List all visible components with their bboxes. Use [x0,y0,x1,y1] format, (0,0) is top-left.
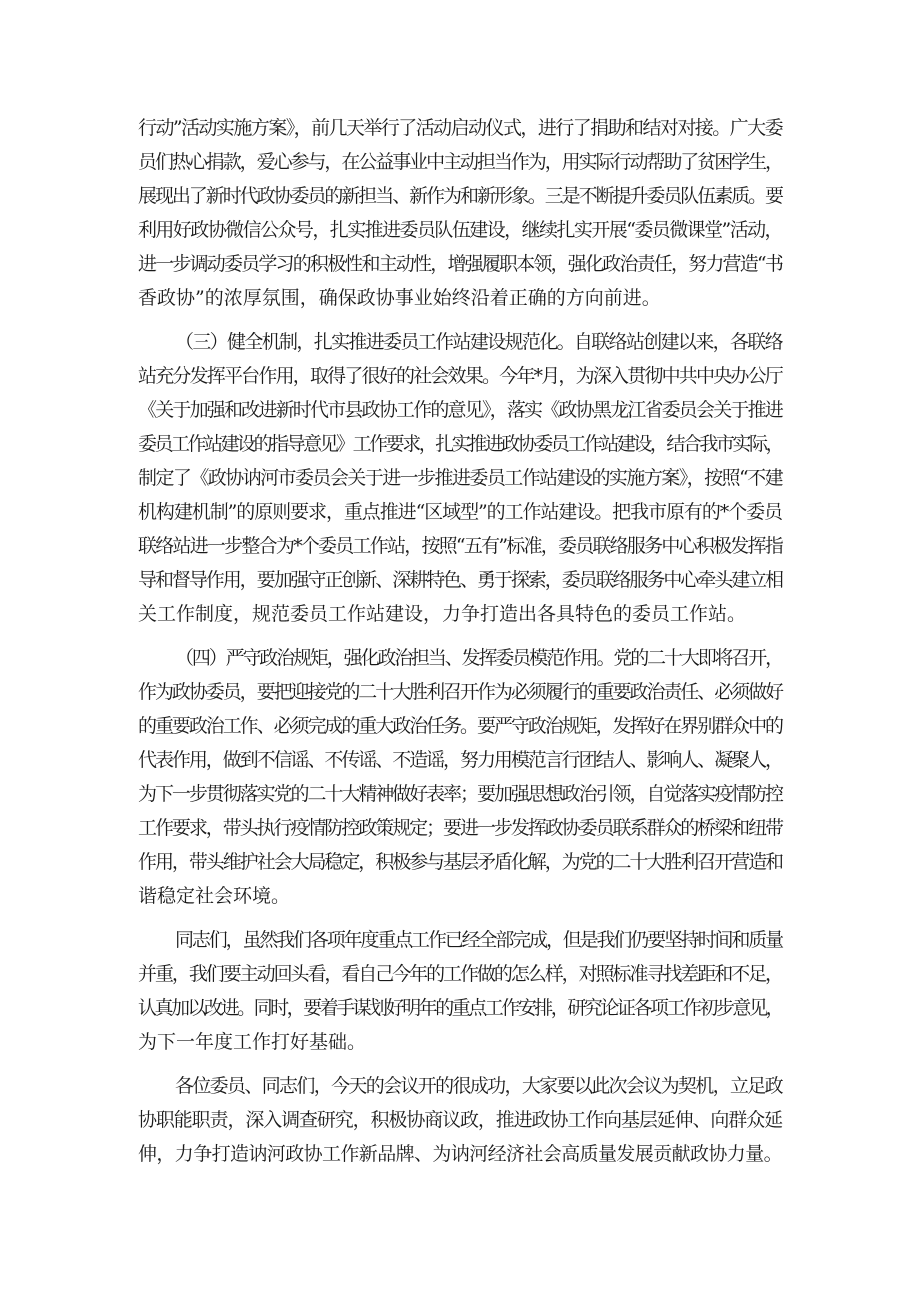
line-text: 作为政协委员，要把迎接党的二十大胜利召开作为必须履行的重要政治责任、必须做好 [138,681,782,703]
line-text: 工作要求，带头执行疫情防控政策规定；要进一步发挥政协委员联系群众的桥梁和纽带 [138,817,782,839]
line-text: 行动”活动实施方案》，前几天举行了活动启动仪式，进行了捐助和结对对接。广大委 [138,117,783,139]
paragraph-2-line-6 [0,497,920,527]
paragraph-2-line-7 [0,531,920,561]
line-text: 香政协”的浓厚氛围，确保政协事业始终沿着正确的方向前进。 [138,287,661,309]
paragraph-5-line-1 [0,1071,920,1101]
line-text: 各位委员、同志们，今天的会议开的很成功，大家要以此次会议为契机，立足政 [175,1075,782,1097]
paragraph-4-line-1 [0,925,920,955]
paragraph-2-line-4 [0,429,920,459]
line-text: 伸，力争打造讷河政协工作新品牌、为讷河经济社会高质量发展贡献政协力量。 [138,1143,783,1165]
line-text: 进一步调动委员学习的积极性和主动性，增强履职本领，强化政治责任，努力营造“书 [138,253,783,275]
paragraph-3-line-1 [0,643,920,673]
paragraph-1-line-3 [0,181,920,211]
line-text: 认真加以改进。同时，要着手谋划好明年的重点工作安排，研究论证各项工作初步意见， [138,997,782,1019]
line-text: 制定了《政协讷河市委员会关于进一步推进委员工作站建设的实施方案》，按照“不建 [138,467,783,489]
line-text: 委员工作站建设的指导意见》工作要求，扎实推进政协委员工作站建设，结合我市实际， [138,433,782,455]
paragraph-3-line-5 [0,779,920,809]
line-text: 代表作用，做到不信谣、不传谣、不造谣，努力用模范言行团结人、影响人、凝聚人， [138,749,782,771]
line-text: 利用好政协微信公众号，扎实推进委员队伍建设，继续扎实开展“委员微课堂”活动， [138,219,782,241]
paragraph-1-line-6 [0,283,920,313]
line-text: 导和督导作用，要加强守正创新、深耕特色、勇于探索，委员联络服务中心牵头建立相 [138,569,782,591]
line-text: （四）严守政治规矩，强化政治担当、发挥委员模范作用。党的二十大即将召开， [175,647,782,669]
paragraph-3-line-3 [0,711,920,741]
paragraph-3-line-2 [0,677,920,707]
line-text: 联络站进一步整合为*个委员工作站，按照“五有”标准，委员联络服务中心积极发挥指 [138,535,782,557]
line-text: 并重，我们要主动回头看，看自己今年的工作做的怎么样，对照标准寻找差距和不足， [138,963,782,985]
paragraph-3-line-7 [0,847,920,877]
paragraph-2-line-5 [0,463,920,493]
paragraph-2-line-2 [0,361,920,391]
paragraph-3-line-8 [0,881,920,911]
paragraph-2-line-3 [0,395,920,425]
line-text: 站充分发挥平台作用，取得了很好的社会效果。今年*月，为深入贯彻中共中央办公厅 [138,365,782,387]
line-text: 机构建机制”的原则要求，重点推进“区域型”的工作站建设。把我市原有的*个委员 [138,501,782,523]
paragraph-1-line-4 [0,215,920,245]
line-text: 谐稳定社会环境。 [138,885,291,907]
paragraph-2-line-1 [0,327,920,357]
line-text: 作用，带头维护社会大局稳定，积极参与基层矛盾化解，为党的二十大胜利召开营造和 [138,851,782,873]
line-text: 为下一年度工作打好基础。 [138,1031,367,1053]
line-text: 关工作制度，规范委员工作站建设，力争打造出各具特色的委员工作站。 [138,603,747,625]
paragraph-2-line-8 [0,565,920,595]
paragraph-3-line-6 [0,813,920,843]
paragraph-4-line-3 [0,993,920,1023]
paragraph-4-line-4 [0,1027,920,1057]
paragraph-1-line-5 [0,249,920,279]
paragraph-4-line-2 [0,959,920,989]
paragraph-2-line-9 [0,599,920,629]
paragraph-1-line-1 [0,113,920,143]
paragraph-3-line-4 [0,745,920,775]
line-text: 员们热心捐款，爱心参与，在公益事业中主动担当作为，用实际行动帮助了贫困学生， [138,151,782,173]
line-text: 协职能职责，深入调查研究，积极协商议政，推进政协工作向基层延伸、向群众延 [138,1109,782,1131]
paragraph-1-line-2 [0,147,920,177]
line-text: 为下一步贯彻落实党的二十大精神做好表率；要加强思想政治引领，自觉落实疫情防控 [138,783,782,805]
line-text: 《关于加强和改进新时代市县政协工作的意见》，落实《政协黑龙江省委员会关于推进 [138,399,782,421]
line-text: （三）健全机制，扎实推进委员工作站建设规范化。自联络站创建以来，各联络 [175,331,782,353]
line-text: 的重要政治工作、必须完成的重大政治任务。要严守政治规矩，发挥好在界别群众中的 [138,715,782,737]
line-text: 展现出了新时代政协委员的新担当、新作为和新形象。三是不断提升委员队伍素质。要 [138,185,782,207]
paragraph-5-line-2 [0,1105,920,1135]
line-text: 同志们，虽然我们各项年度重点工作已经全部完成，但是我们仍要坚持时间和质量 [175,929,782,951]
paragraph-5-line-3 [0,1139,920,1169]
